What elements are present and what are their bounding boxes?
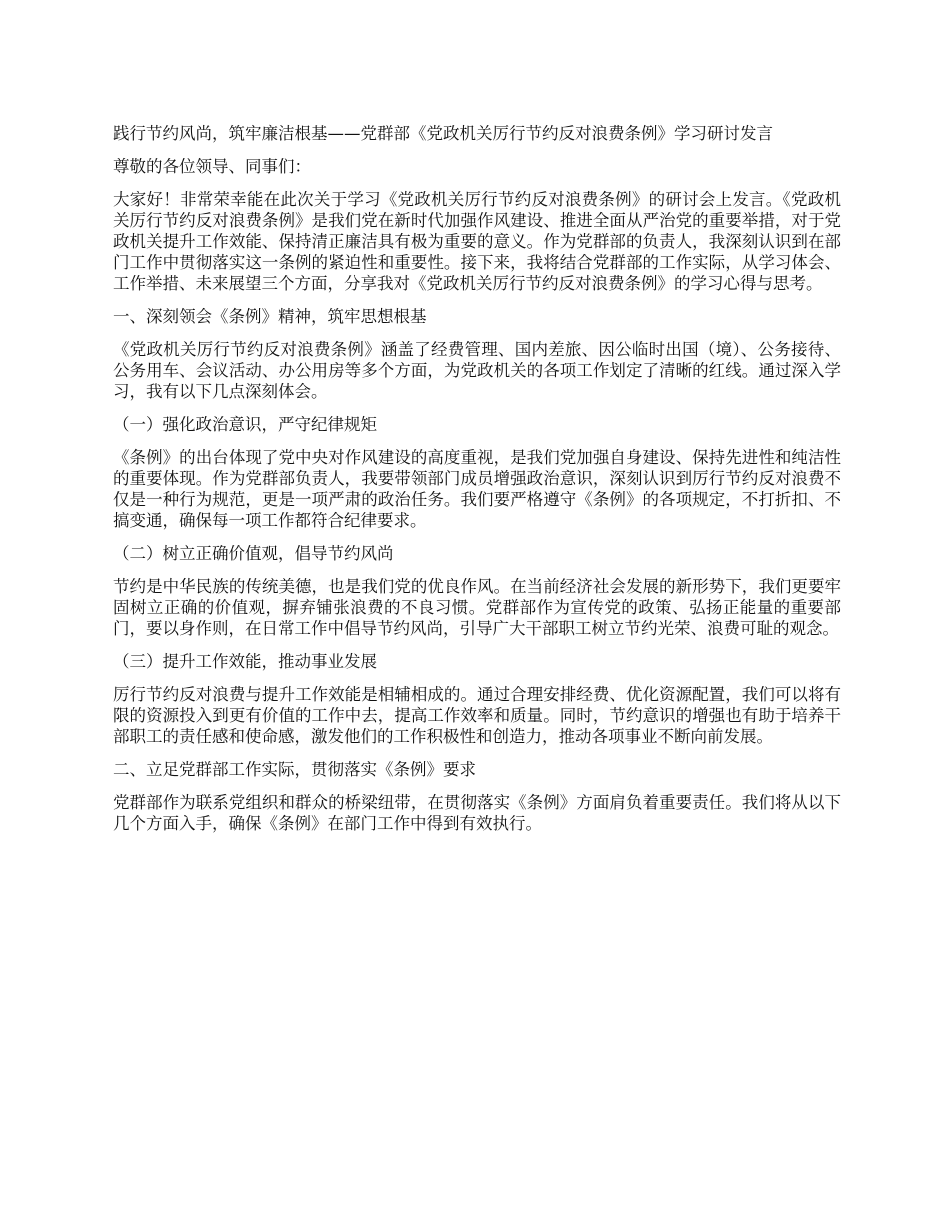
salutation: 尊敬的各位领导、同事们： <box>113 157 311 176</box>
subsection-2-text: 节约是中华民族的传统美德，也是我们党的优良作风。在当前经济社会发展的新形势下，我们更要牢固树立正确的价值观，摒弃铺张浪费的不良习惯。党群部作为宣传党的政策、弘扬正能量的重要部门，要以身作则，在日常工作中倡导节约风尚，引导广大干部职工树立节约光荣、浪费可耻的观念。 <box>113 577 841 638</box>
subsection-heading-1: （一）强化政治意识，严守纪律规矩 <box>113 415 377 434</box>
section-heading-1: 一、深刻领会《条例》精神，筑牢思想根基 <box>113 307 427 326</box>
section-heading-2: 二、立足党群部工作实际，贯彻落实《条例》要求 <box>113 760 476 779</box>
section-1-intro: 《党政机关厉行节约反对浪费条例》涵盖了经费管理、国内差旅、因公临时出国（境）、公务接待、公务用车、会议活动、办公用房等多个方面，为党政机关的各项工作划定了清晰的红线。通过深入学习，我有以下几点深刻体会。 <box>113 340 841 401</box>
subsection-1-text: 《条例》的出台体现了党中央对作风建设的高度重视，是我们党加强自身建设、保持先进性和纯洁性的重要体现。作为党群部负责人，我要带领部门成员增强政治意识，深刻认识到厉行节约反对浪费不仅是一种行为规范，更是一项严肃的政治任务。我们要严格遵守《条例》的各项规定，不打折扣、不搞变通，确保每一项工作都符合纪律要求。 <box>113 448 841 530</box>
document-body <box>113 123 841 846</box>
subsection-heading-2: （二）树立正确价值观，倡导节约风尚 <box>113 544 394 563</box>
subsection-3-text: 厉行节约反对浪费与提升工作效能是相辅相成的。通过合理安排经费、优化资源配置，我们可以将有限的资源投入到更有价值的工作中去，提高工作效率和质量。同时，节约意识的增强也有助于培养干部职工的责任感和使命感，激发他们的工作积极性和创造力，推动各项事业不断向前发展。 <box>113 685 841 746</box>
document-title: 践行节约风尚，筑牢廉洁根基——党群部《党政机关厉行节约反对浪费条例》学习研讨发言 <box>113 124 773 143</box>
intro-paragraph: 大家好！非常荣幸能在此次关于学习《党政机关厉行节约反对浪费条例》的研讨会上发言。《党政机关厉行节约反对浪费条例》是我们党在新时代加强作风建设、推进全面从严治党的重要举措，对于党政机关提升工作效能、保持清正廉洁具有极为重要的意义。作为党群部的负责人，我深刻认识到在部门工作中贯彻落实这一条例的紧迫性和重要性。接下来，我将结合党群部的工作实际，从学习体会、工作举措、未来展望三个方面，分享我对《党政机关厉行节约反对浪费条例》的学习心得与思考。 <box>113 190 841 293</box>
section-2-intro: 党群部作为联系党组织和群众的桥梁纽带，在贯彻落实《条例》方面肩负着重要责任。我们将从以下几个方面入手，确保《条例》在部门工作中得到有效执行。 <box>113 793 841 833</box>
subsection-heading-3: （三）提升工作效能，推动事业发展 <box>113 652 377 671</box>
